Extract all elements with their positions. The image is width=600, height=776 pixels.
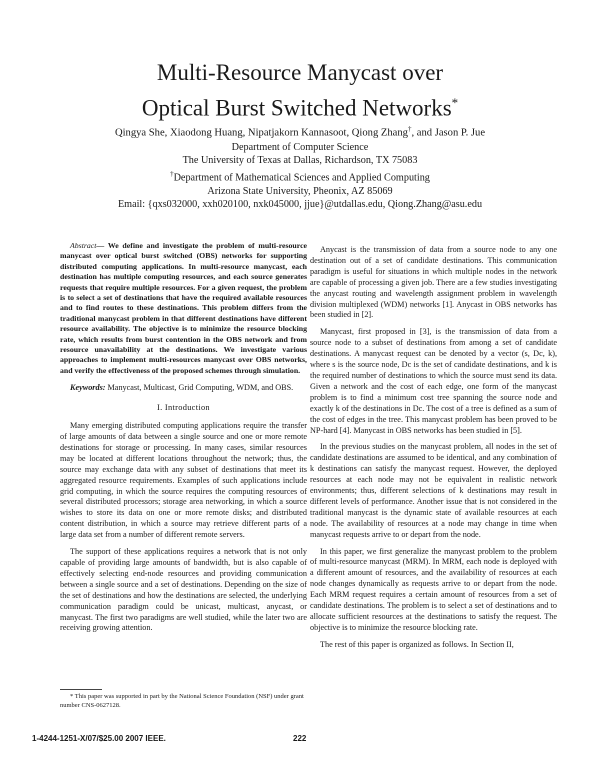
abstract [60, 241, 307, 376]
right-paragraph-1: Anycast is the transmission of data from a source node to any one destination out of a set of candidate destinations. This communication paradigm is useful for situations in which multiple nodes in the network are capable of processing a given job. There are a few studies investigating the anycast routing and wavelength assignment problem in wavelength division multiplexed (WDM) networks [1]. Anycast in OBS networks has been studied in [2]. [310, 245, 557, 320]
title-line-1: Multi-Resource Manycast over [156, 60, 444, 85]
author-names: Qingya She, Xiaodong Huang, Nipatjakorn Kannasoot, Qiong Zhang [114, 127, 408, 139]
author-names-tail: , and Jason P. Jue [411, 127, 486, 139]
author-emails: Email: {qxs032000, xxh020100, nxk045000, jjue}@utdallas.edu, Qiong.Zhang@asu.edu [117, 198, 483, 210]
right-paragraph-2: Manycast, first proposed in [3], is the transmission of data from a source node to a subset of destinations from among a set of candidate destinations. A manycast request can be denoted by a vector (s, Dc, k), where s is the source node, Dc is the set of candidate destinations, and k is the required number of destinations to which the source must send its data. Given a network and the cost of each edge, one form of the manycast problem is to find a minimum cost tree spanning the source node and exactly k of the destinations in Dc. The cost of a tree is defined as a sum of the cost of edges in the tree. This manycast problem has been proved to be NP-hard [4]. Manycast in OBS networks has been studied in [5]. [310, 327, 557, 435]
dagger-mark: † [407, 125, 412, 133]
author-block [0, 123, 600, 211]
intro-paragraph-2: The support of these applications requires a network that is not only capable of providing large amounts of bandwidth, but is also capable of effectively selecting end-node resources and providing communication between a single source and a set of destinations. Depending on the size of the set of destinations and how the destinations are selected, the underlying communication paradigm could be unicast, multicast, anycast, or manycast. The first two paradigms are well studied, while the later two are receiving growing attention. [60, 547, 307, 633]
footer-isbn: 1-4244-1251-X/07/$25.00 2007 IEEE. [32, 734, 166, 743]
right-paragraph-4: In this paper, we first generalize the manycast problem to the problem of multi-resource manycast (MRM). In MRM, each node is deployed with a different amount of resources, and the availability of resources at each node changes dynamically as requests arrive to or depart from the node. Each MRM request requires a certain amount of resources from a set of candidate destinations. The problem is to select a set of destinations and to allocate sufficient resources at the destinations to satisfy the request. The objective is to minimize the resource blocking rate. [310, 546, 557, 632]
right-paragraph-3: In the previous studies on the manycast problem, all nodes in the set of candidate destinations are assumed to be identical, and any combination of k destinations can satisfy the manycast request. However, the deployed resources at each node may not be equivalent in realistic network environments; thus, different selections of k destinations may result in different levels of performance. Another issue that is not considered in the traditional manycast is the dynamic state of available resources at each node. The availability of resources at a node may change in time when manycast requests arrive to or depart from the node. [310, 442, 557, 539]
affiliation-univ: The University of Texas at Dallas, Richardson, TX 75083 [182, 155, 418, 167]
intro-paragraph-1: Many emerging distributed computing applications require the transfer of large amounts of data between a single source and one or more remote destinations for storage or processing. In many cases, similar resources may be located at different locations throughout the network; thus, the source may exchange data with any subset of destinations that meet its aggregated resource requirements. Examples of such applications include grid computing, in which the source requires the computing resources of several distributed processors; storage area networking, in which a source wishes to store its data on one or more remote disks; and distributed content distribution, in which a source may retrieve different parts of a large data set from a number of different remote servers. [60, 421, 307, 540]
abstract-label: Abstract [70, 241, 97, 250]
affiliation-univ-2: Arizona State University, Pheonix, AZ 85069 [207, 185, 393, 197]
keywords [60, 383, 307, 394]
page-number: 222 [293, 734, 307, 743]
right-paragraph-5: The rest of this paper is organized as follows. In Section II, [320, 639, 514, 649]
dagger-mark-2: † [170, 169, 174, 178]
paper-title [0, 58, 600, 124]
title-footnote-mark: * [451, 95, 459, 110]
section-heading-introduction: I. Introduction [157, 403, 210, 413]
footnote: * This paper was supported in part by the National Science Foundation (NSF) under grant number CNS-0627128. [60, 693, 304, 709]
right-column [310, 245, 557, 651]
keywords-label: Keywords: [70, 383, 106, 393]
affiliation-dept-2: Department of Mathematical Sciences and Applied Computing [173, 172, 430, 184]
affiliation-dept: Department of Computer Science [231, 141, 369, 153]
title-line-2: Optical Burst Switched Networks [141, 95, 452, 121]
footnote-rule [60, 689, 102, 690]
left-column [60, 241, 307, 634]
keywords-text: Manycast, Multicast, Grid Computing, WDM, and OBS. [107, 383, 294, 393]
abstract-text: — We define and investigate the problem of multi-resource manycast over optical burst switched (OBS) networks for supporting distributed computing applications. In multi-resource manycast, each destination has multiple computing resources, and each source generates requests that require multiple resources. For a given request, the problem is to select a set of destinations that have the required available resources and to find routes to these destinations. This problem differs from the traditional manycast problem in that different destinations have different resource availability. The objective is to minimize the resource blocking rate, which results from burst contention in the OBS network and from resource unavailability at the destinations. We investigate various approaches to implement multi-resources manycast over OBS networks, and verify the effectiveness of the proposed schemes through simulation. [60, 241, 307, 375]
